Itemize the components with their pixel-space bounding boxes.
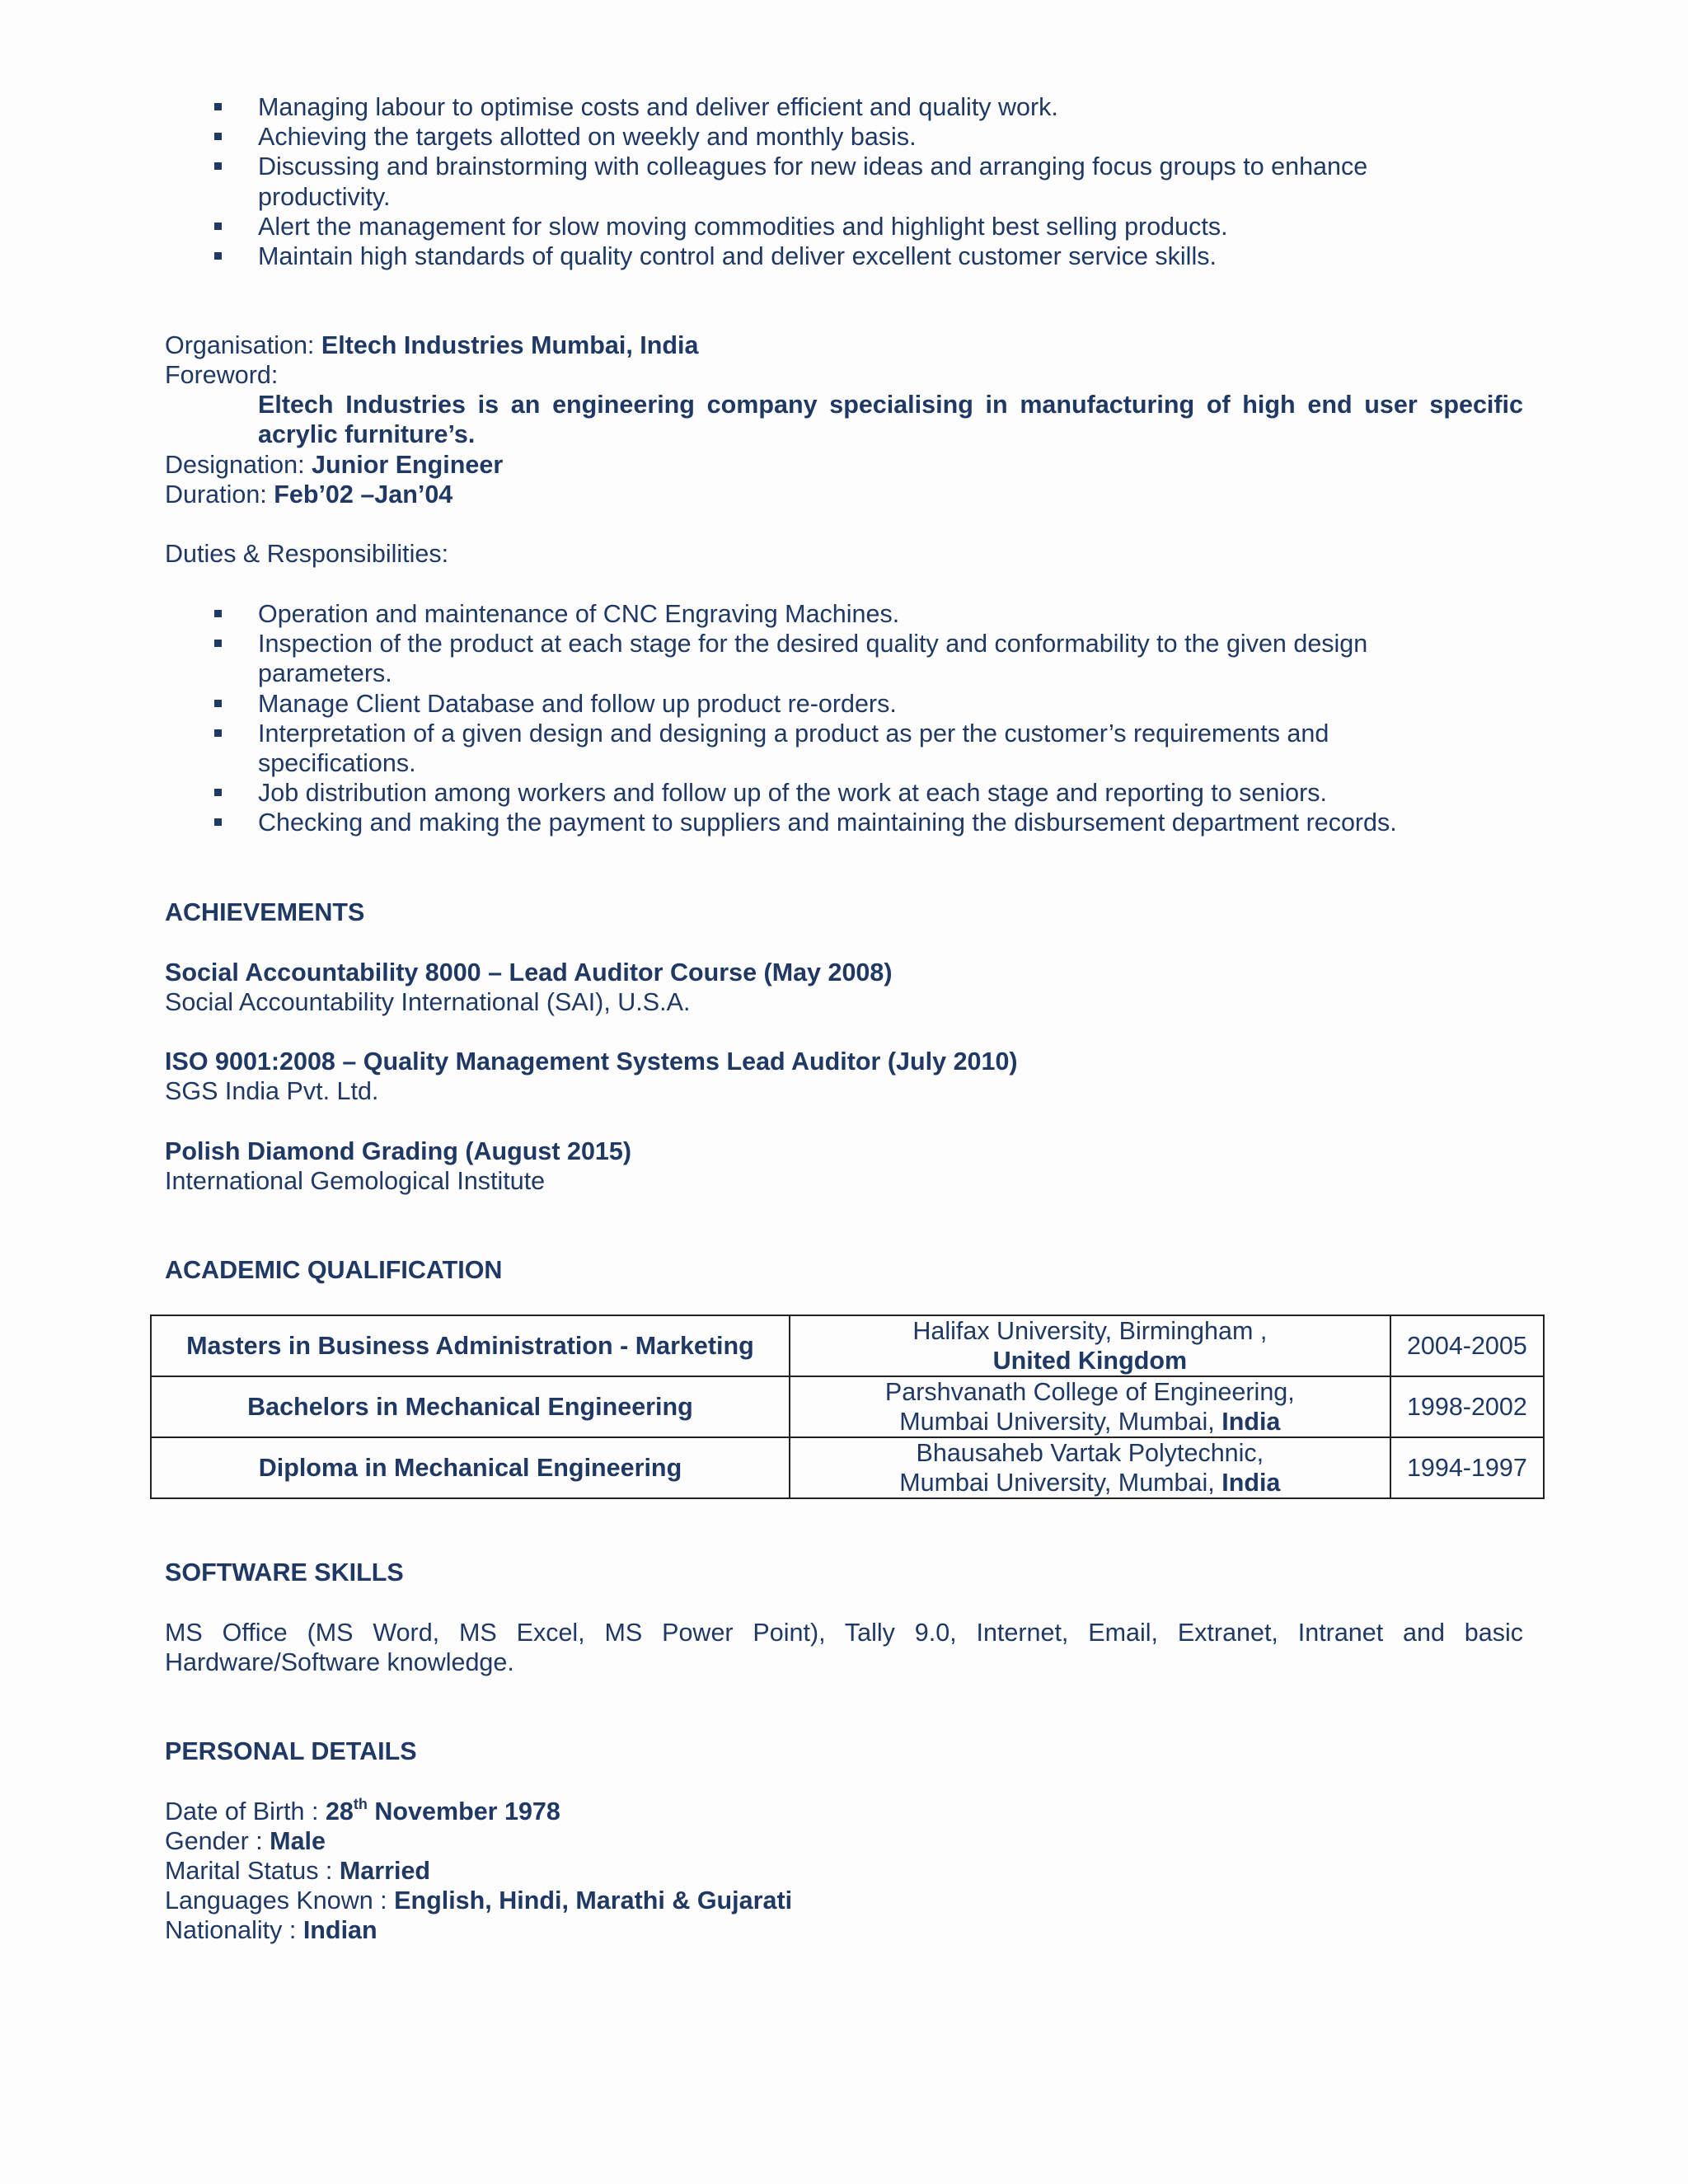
bullet-square-icon	[214, 162, 222, 170]
table-row	[151, 1437, 1544, 1498]
designation-line: Designation: Junior Engineer	[165, 451, 504, 479]
duties-list	[258, 599, 1552, 838]
table-row	[151, 1315, 1544, 1376]
list-item: Interpretation of a given design and designing a product as per the customer’s requirements and specifications.	[258, 719, 1412, 778]
academic-table	[150, 1315, 1545, 1499]
list-item: Operation and maintenance of CNC Engraving Machines.	[258, 599, 1552, 629]
marital-status-line: Marital Status : Married	[165, 1857, 431, 1885]
bullet-square-icon	[214, 818, 222, 826]
years-cell: 1998-2002	[1390, 1376, 1544, 1437]
list-item: Alert the management for slow moving commodities and highlight best selling products.	[258, 212, 1552, 241]
years-cell: 1994-1997	[1390, 1437, 1544, 1498]
languages-line: Languages Known : English, Hindi, Marathi & Gujarati	[165, 1886, 793, 1915]
bullet-square-icon	[214, 789, 222, 796]
software-heading: SOFTWARE SKILLS	[165, 1558, 404, 1586]
list-item: Achieving the targets allotted on weekly and monthly basis.	[258, 122, 1552, 152]
institution-cell: Bhausaheb Vartak Polytechnic, Mumbai University, Mumbai, India	[790, 1437, 1390, 1498]
bullet-square-icon	[214, 223, 222, 230]
organisation-line: Organisation: Eltech Industries Mumbai, India	[165, 331, 699, 359]
foreword-text: Eltech Industries is an engineering company specialising in manufacturing of high end user specific acrylic furniture’s.	[258, 391, 1523, 449]
foreword-label: Foreword:	[165, 361, 279, 389]
bullet-square-icon	[214, 640, 222, 647]
list-item: Checking and making the payment to suppliers and maintaining the disbursement department records.	[258, 808, 1552, 837]
bullet-square-icon	[214, 133, 222, 140]
top-bullet-list	[258, 92, 1552, 271]
nationality-line: Nationality : Indian	[165, 1916, 377, 1944]
bullet-square-icon	[214, 610, 222, 617]
gender-line: Gender : Male	[165, 1827, 326, 1855]
achievement-title: Polish Diamond Grading (August 2015)	[165, 1137, 632, 1165]
list-item: Maintain high standards of quality control and deliver excellent customer service skills.	[258, 241, 1552, 271]
achievement-issuer: Social Accountability International (SAI), U.S.A.	[165, 988, 691, 1016]
list-item: Manage Client Database and follow up product re-orders.	[258, 689, 1552, 719]
list-item: Job distribution among workers and follow up of the work at each stage and reporting to seniors.	[258, 778, 1552, 808]
software-text: MS Office (MS Word, MS Excel, MS Power Point), Tally 9.0, Internet, Email, Extranet, Intranet and basic Hardware/Software knowledge.	[165, 1619, 1523, 1677]
institution-cell: Halifax University, Birmingham , United Kingdom	[790, 1315, 1390, 1376]
duration-line: Duration: Feb’02 –Jan’04	[165, 480, 453, 509]
achievement-issuer: International Gemological Institute	[165, 1167, 546, 1195]
bullet-square-icon	[214, 700, 222, 707]
years-cell: 2004-2005	[1390, 1315, 1544, 1376]
personal-heading: PERSONAL DETAILS	[165, 1737, 417, 1765]
bullet-square-icon	[214, 103, 222, 110]
table-row	[151, 1376, 1544, 1437]
list-item: Discussing and brainstorming with colleagues for new ideas and arranging focus groups to enhance productivity.	[258, 152, 1428, 211]
list-item: Inspection of the product at each stage for the desired quality and conformability to the given design parameters.	[258, 629, 1445, 688]
degree-cell: Bachelors in Mechanical Engineering	[151, 1376, 790, 1437]
achievement-issuer: SGS India Pvt. Ltd.	[165, 1077, 379, 1105]
degree-cell: Masters in Business Administration - Marketing	[151, 1315, 790, 1376]
dob-line: Date of Birth : 28th November 1978	[165, 1795, 560, 1825]
academic-heading: ACADEMIC QUALIFICATION	[165, 1256, 503, 1284]
duties-label: Duties & Responsibilities:	[165, 540, 449, 568]
achievements-heading: ACHIEVEMENTS	[165, 898, 365, 926]
achievement-title: Social Accountability 8000 – Lead Auditor Course (May 2008)	[165, 958, 893, 987]
achievement-title: ISO 9001:2008 – Quality Management Systems Lead Auditor (July 2010)	[165, 1047, 1018, 1076]
bullet-square-icon	[214, 729, 222, 737]
bullet-square-icon	[214, 252, 222, 260]
institution-cell: Parshvanath College of Engineering, Mumbai University, Mumbai, India	[790, 1376, 1390, 1437]
degree-cell: Diploma in Mechanical Engineering	[151, 1437, 790, 1498]
list-item: Managing labour to optimise costs and deliver efficient and quality work.	[258, 92, 1552, 122]
